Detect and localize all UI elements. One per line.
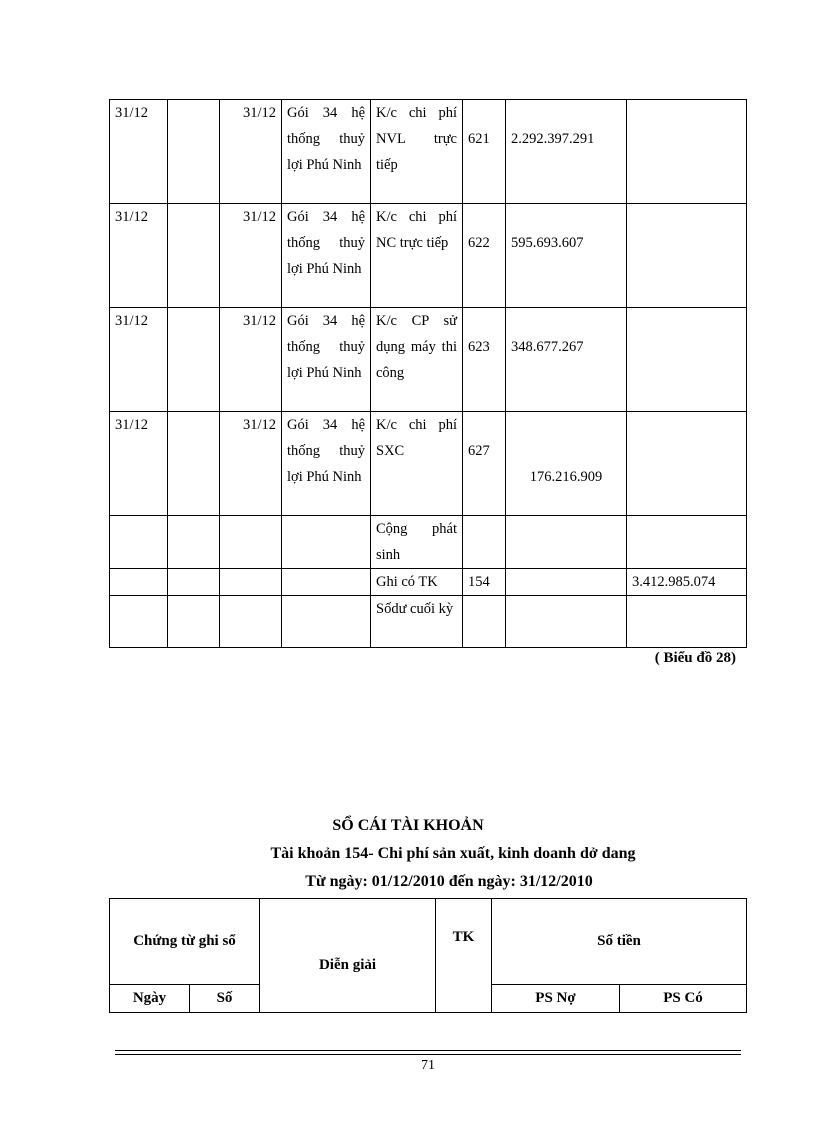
table-row xyxy=(110,204,747,308)
cell-debit xyxy=(506,100,627,204)
header-debit: PS Nợ xyxy=(492,985,620,1013)
cell-number xyxy=(168,412,220,516)
cell-date xyxy=(110,569,168,596)
cell-number xyxy=(168,308,220,412)
cell-date: 31/12 xyxy=(110,308,168,412)
cell-ref-date xyxy=(220,569,282,596)
cell-debit xyxy=(506,412,627,516)
cell-project xyxy=(282,596,371,648)
debit-value: 348.677.267 xyxy=(511,339,584,355)
cell-number xyxy=(168,204,220,308)
cell-account xyxy=(463,308,506,412)
cell-description: K/c chi phí NVL trực tiếp xyxy=(371,100,463,204)
cell-credit xyxy=(627,204,747,308)
account-value: 627 xyxy=(468,443,490,459)
cell-account xyxy=(463,412,506,516)
cell-debit xyxy=(506,204,627,308)
cell-ref-date: 31/12 xyxy=(220,308,282,412)
cell-account xyxy=(463,596,506,648)
cell-account xyxy=(463,204,506,308)
account-value: 623 xyxy=(468,339,490,355)
cell-description: K/c chi phí SXC xyxy=(371,412,463,516)
description-label: Diễn giải xyxy=(318,957,377,973)
cell-project: Gói 34 hệ thống thuỷ lợi Phú Ninh xyxy=(282,204,371,308)
cell-date xyxy=(110,516,168,569)
cell-debit xyxy=(506,596,627,648)
cell-account xyxy=(463,100,506,204)
figure-caption: ( Biểu đồ 28) xyxy=(654,650,736,666)
cell-project xyxy=(282,569,371,596)
table-row xyxy=(110,569,747,596)
cell-project: Gói 34 hệ thống thuỷ lợi Phú Ninh xyxy=(282,100,371,204)
cell-project: Gói 34 hệ thống thuỷ lợi Phú Ninh xyxy=(282,412,371,516)
account-line: Tài khoản 154- Chi phí sản xuất, kinh doanh dở dang xyxy=(270,845,636,862)
cell-credit xyxy=(627,308,747,412)
cell-debit xyxy=(506,569,627,596)
table-row xyxy=(110,516,747,569)
account-value: 621 xyxy=(468,131,490,147)
cell-date xyxy=(110,596,168,648)
account-label: TK xyxy=(452,929,475,945)
header-description xyxy=(260,899,436,1013)
cell-number xyxy=(168,569,220,596)
header-voucher: Chứng từ ghi sổ xyxy=(110,899,260,985)
cell-debit xyxy=(506,308,627,412)
ledger-table-continued xyxy=(109,99,747,648)
period-line: Từ ngày: 01/12/2010 đến ngày: 31/12/2010 xyxy=(305,873,593,890)
cell-description: K/c chi phí NC trực tiếp xyxy=(371,204,463,308)
cell-ref-date xyxy=(220,516,282,569)
cell-debit xyxy=(506,516,627,569)
cell-date: 31/12 xyxy=(110,100,168,204)
cell-ref-date: 31/12 xyxy=(220,204,282,308)
cell-ref-date xyxy=(220,596,282,648)
table-row xyxy=(110,412,747,516)
ledger-heading: SỔ CÁI TÀI KHOẢN xyxy=(332,817,484,834)
footer-divider xyxy=(115,1050,741,1051)
cell-description: Ghi có TK xyxy=(371,569,463,596)
debit-value: 176.216.909 xyxy=(529,469,603,485)
cell-description: Sốdư cuối kỳ xyxy=(371,596,463,648)
debit-value: 595.693.607 xyxy=(511,235,584,251)
cell-credit xyxy=(627,516,747,569)
cell-date: 31/12 xyxy=(110,204,168,308)
cell-credit xyxy=(627,100,747,204)
cell-number xyxy=(168,596,220,648)
cell-credit: 3.412.985.074 xyxy=(627,569,747,596)
cell-description: K/c CP sử dụng máy thi công xyxy=(371,308,463,412)
account-value: 622 xyxy=(468,235,490,251)
header-amount: Số tiền xyxy=(492,899,747,985)
cell-ref-date: 31/12 xyxy=(220,412,282,516)
page-number: 71 xyxy=(421,1058,435,1073)
table-row xyxy=(110,308,747,412)
ledger-header-table xyxy=(109,898,747,1013)
cell-ref-date: 31/12 xyxy=(220,100,282,204)
cell-description: Cộng phát sinh xyxy=(371,516,463,569)
cell-number xyxy=(168,516,220,569)
footer-divider xyxy=(115,1054,741,1055)
debit-value: 2.292.397.291 xyxy=(511,131,595,147)
header-credit: PS Có xyxy=(620,985,747,1013)
header-row xyxy=(110,899,747,985)
cell-project: Gói 34 hệ thống thuỷ lợi Phú Ninh xyxy=(282,308,371,412)
cell-account xyxy=(463,516,506,569)
cell-account: 154 xyxy=(463,569,506,596)
header-number: Số xyxy=(190,985,260,1013)
table-row xyxy=(110,100,747,204)
cell-date: 31/12 xyxy=(110,412,168,516)
cell-number xyxy=(168,100,220,204)
cell-credit xyxy=(627,412,747,516)
header-date: Ngày xyxy=(110,985,190,1013)
cell-project xyxy=(282,516,371,569)
header-account xyxy=(436,899,492,1013)
cell-credit xyxy=(627,596,747,648)
table-row xyxy=(110,596,747,648)
